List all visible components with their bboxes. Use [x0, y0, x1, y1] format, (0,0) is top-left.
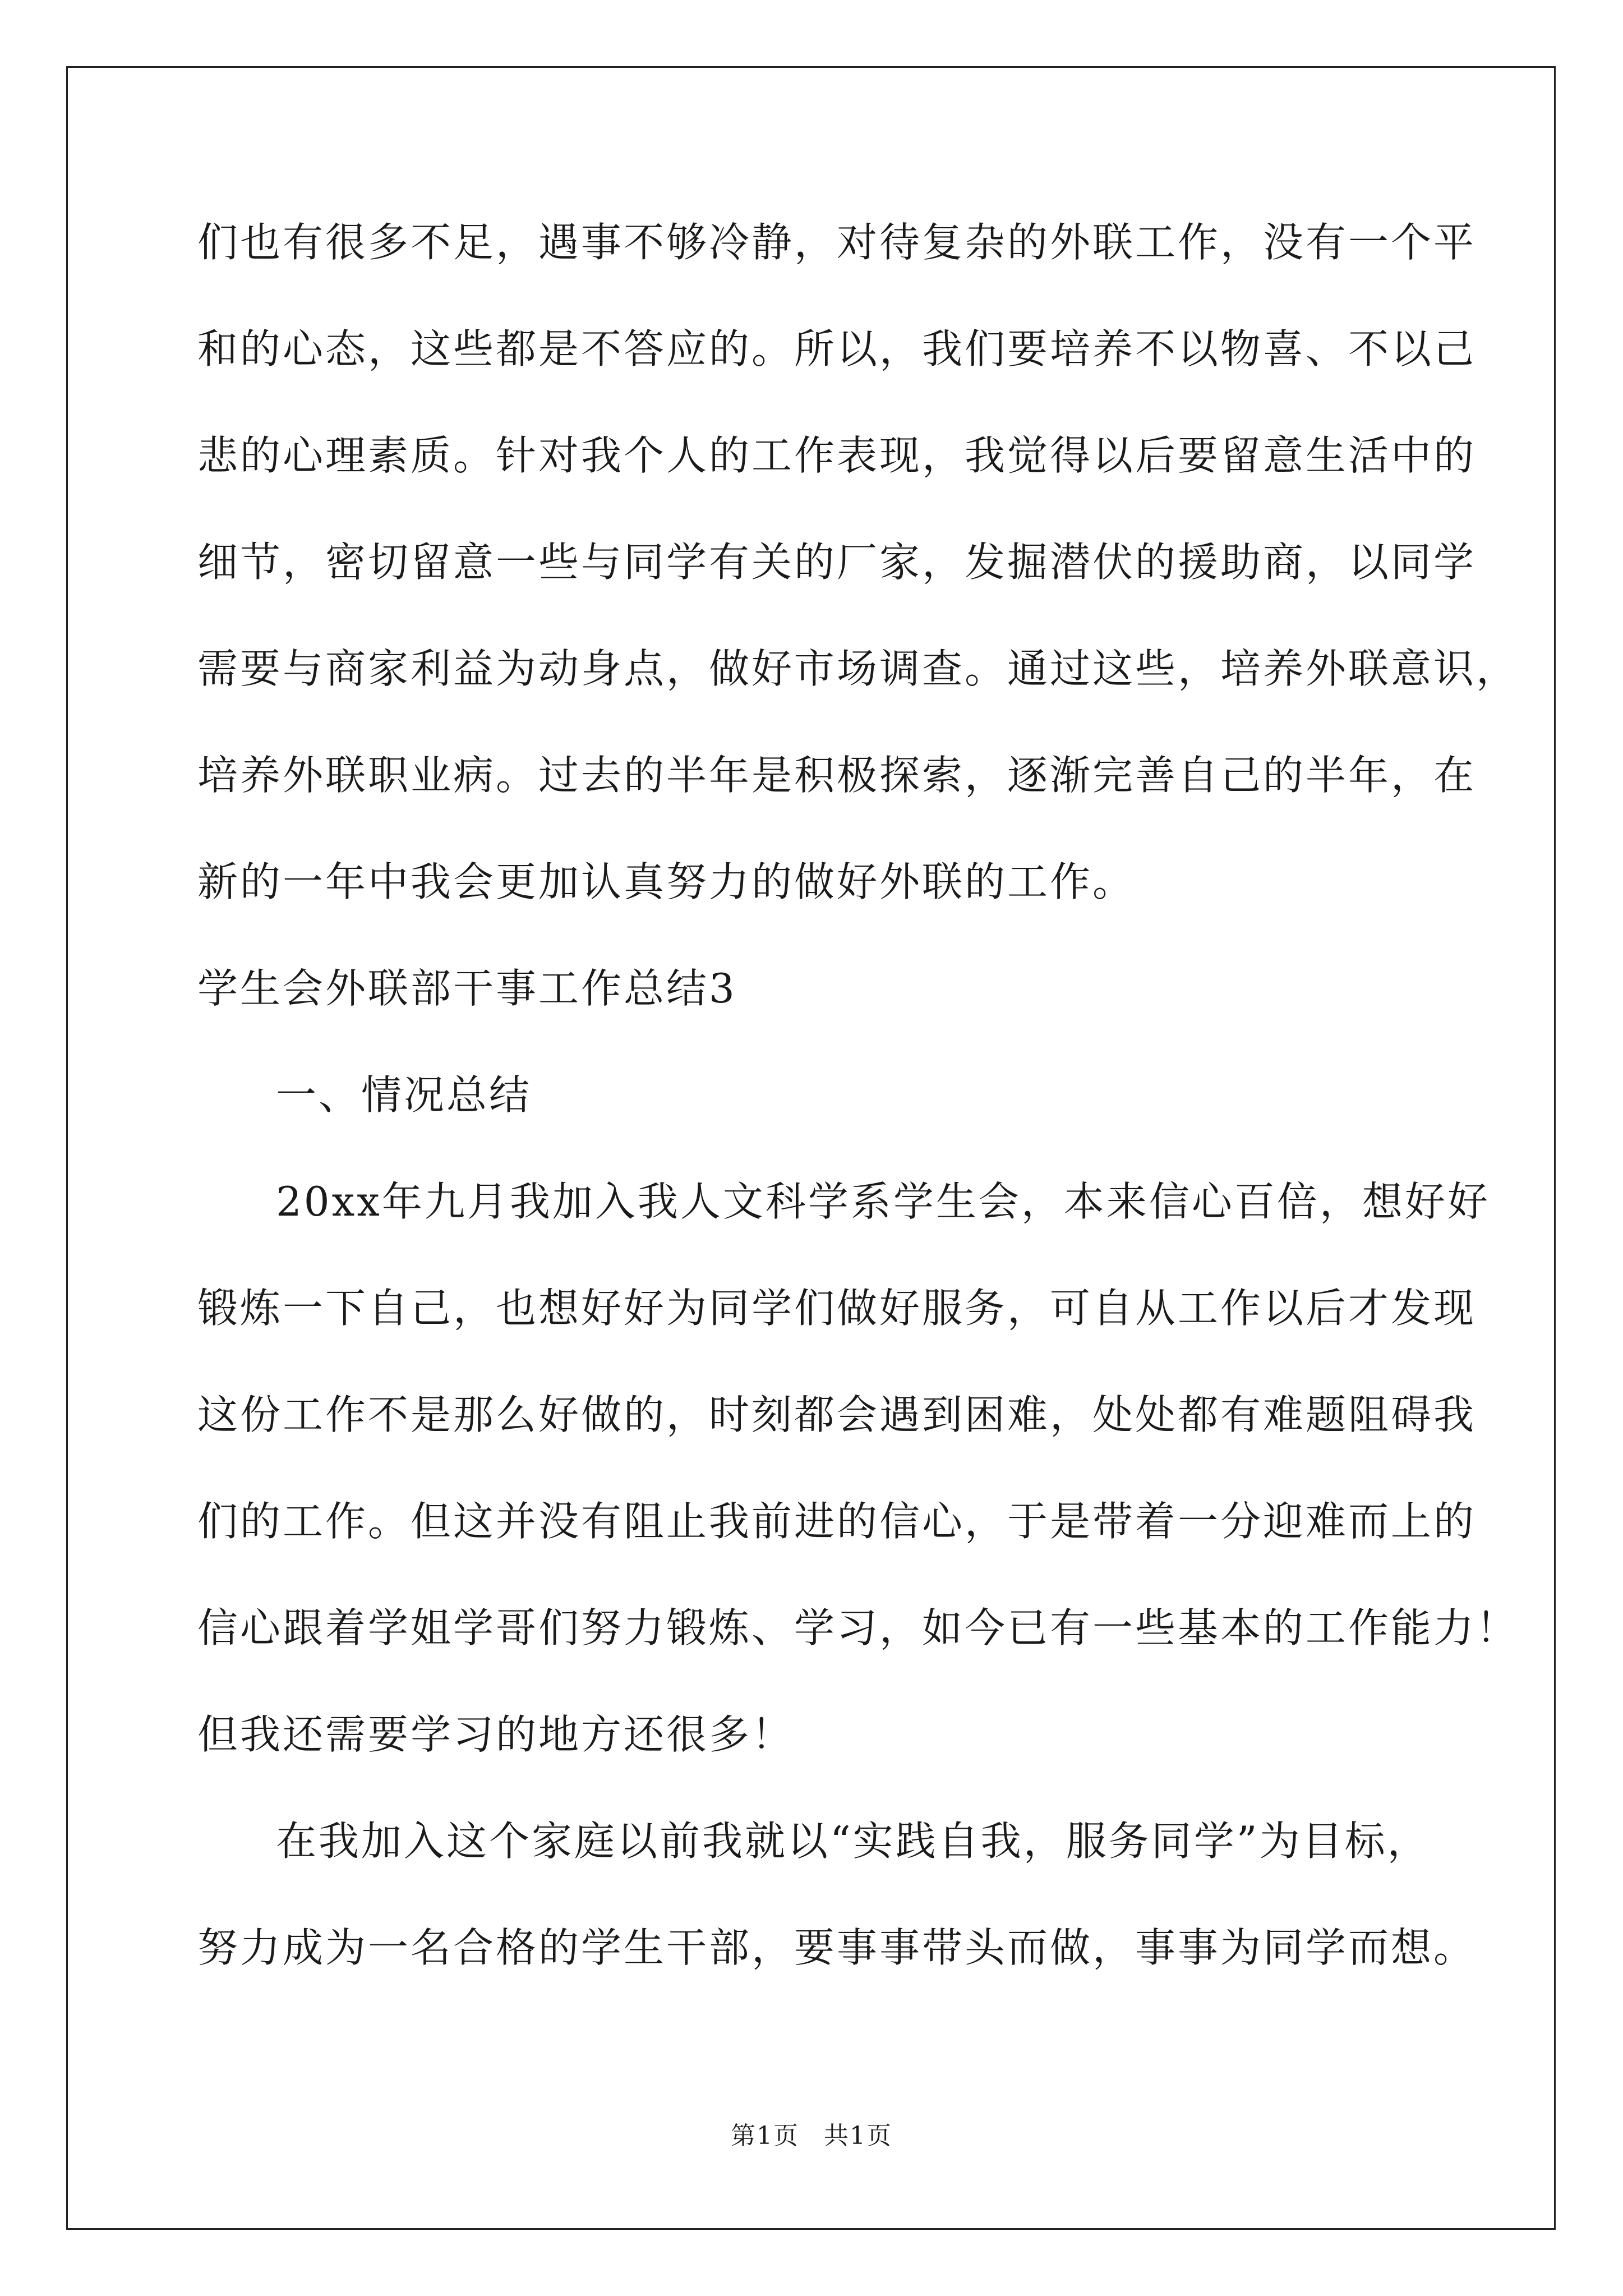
text-line: 培养外联职业病。过去的半年是积极探索，逐渐完善自己的半年，在	[197, 752, 1477, 799]
text-line: 这份工作不是那么好做的，时刻都会遇到困难，处处都有难题阻碍我	[197, 1391, 1477, 1438]
text-line: 新的一年中我会更加认真努力的做好外联的工作。	[197, 858, 1136, 905]
page-number: 第1页	[731, 2122, 799, 2150]
text-line: 信心跟着学姐学哥们努力锻炼、学习，如今已有一些基本的工作能力！	[197, 1604, 1519, 1651]
page-total: 共1页	[824, 2122, 892, 2150]
text-line: 们也有很多不足，遇事不够冷静，对待复杂的外联工作，没有一个平	[197, 219, 1477, 266]
text-line: 需要与商家利益为动身点，做好市场调查。通过这些，培养外联意识，	[197, 645, 1519, 692]
document-body	[197, 209, 1519, 2021]
text-line: 在我加入这个家庭以前我就以“实践自我，服务同学”为目标，	[276, 1818, 1430, 1865]
text-line: 和的心态，这些都是不答应的。所以，我们要培养不以物喜、不以己	[197, 325, 1477, 372]
text-line: 们的工作。但这并没有阻止我前进的信心，于是带着一分迎难而上的	[197, 1498, 1477, 1545]
section-heading: 学生会外联部干事工作总结3	[197, 965, 737, 1012]
subsection-heading: 一、情况总结	[276, 1071, 532, 1119]
text-line: 努力成为一名合格的学生干部，要事事带头而做，事事为同学而想。	[197, 1924, 1477, 1971]
text-line: 细节，密切留意一些与同学有关的厂家，发掘潜伏的援助商，以同学	[197, 539, 1477, 586]
text-line: 锻炼一下自己，也想好好为同学们做好服务，可自从工作以后才发现	[197, 1285, 1477, 1332]
text-line: 悲的心理素质。针对我个人的工作表现，我觉得以后要留意生活中的	[197, 432, 1477, 479]
page-footer	[0, 2119, 1623, 2153]
text-line: 20xx年九月我加入我人文科学系学生会，本来信心百倍，想好好	[276, 1178, 1490, 1225]
text-line: 但我还需要学习的地方还很多！	[197, 1711, 795, 1758]
